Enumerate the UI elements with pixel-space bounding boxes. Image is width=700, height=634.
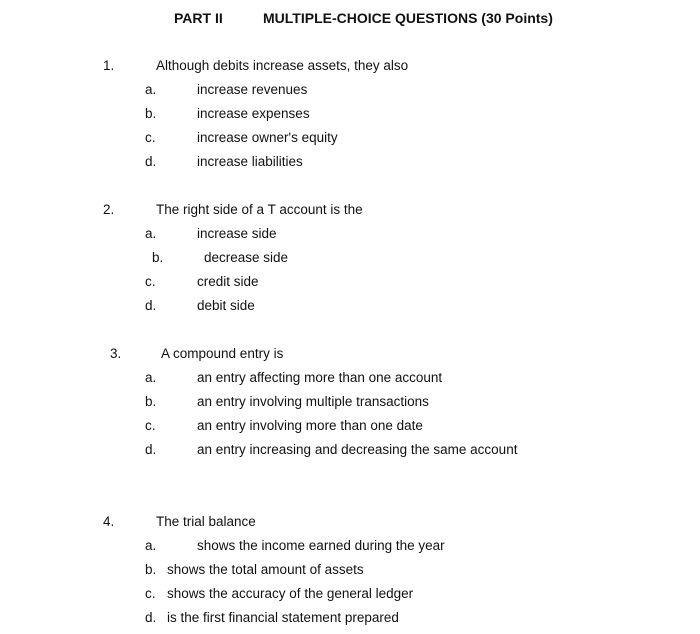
section-title: MULTIPLE-CHOICE QUESTIONS (30 Points): [263, 10, 553, 26]
option-text: shows the income earned during the year: [197, 538, 445, 553]
option-letter: b.: [145, 394, 157, 409]
option-letter: a.: [145, 370, 157, 385]
option-letter: c.: [145, 130, 156, 145]
option-letter: b.: [145, 562, 157, 577]
question-stem: The trial balance: [156, 514, 256, 529]
option-letter: d.: [145, 298, 157, 313]
option-text: shows the total amount of assets: [167, 562, 364, 577]
option-letter: b.: [145, 106, 157, 121]
option-letter: a.: [145, 82, 157, 97]
option-letter: d.: [145, 442, 157, 457]
option-text: credit side: [197, 274, 259, 289]
question-number: 4.: [103, 514, 115, 529]
option-text: decrease side: [204, 250, 289, 265]
option-text: an entry involving more than one date: [197, 418, 423, 433]
question-stem: Although debits increase assets, they also: [156, 58, 409, 73]
question-number: 1.: [103, 58, 115, 73]
question-stem: A compound entry is: [161, 346, 284, 361]
part-label: PART II: [174, 10, 223, 26]
option-text: increase liabilities: [197, 154, 303, 169]
option-text: shows the accuracy of the general ledger: [167, 586, 414, 601]
option-text: increase side: [197, 226, 277, 241]
option-letter: c.: [145, 274, 156, 289]
option-letter: c.: [145, 586, 156, 601]
question-number: 3.: [110, 346, 122, 361]
option-text: is the first financial statement prepared: [167, 610, 399, 625]
option-letter: d.: [145, 610, 157, 625]
option-text: increase revenues: [197, 82, 308, 97]
option-text: increase owner's equity: [197, 130, 338, 145]
option-letter: a.: [145, 226, 157, 241]
option-text: an entry involving multiple transactions: [197, 394, 429, 409]
option-letter: a.: [145, 538, 157, 553]
option-text: an entry affecting more than one account: [197, 370, 443, 385]
option-letter: c.: [145, 418, 156, 433]
option-letter: b.: [152, 250, 164, 265]
option-text: debit side: [197, 298, 255, 313]
option-letter: d.: [145, 154, 157, 169]
option-text: an entry increasing and decreasing the same account: [197, 442, 518, 457]
question-number: 2.: [103, 202, 115, 217]
question-stem: The right side of a T account is the: [156, 202, 363, 217]
option-text: increase expenses: [197, 106, 310, 121]
